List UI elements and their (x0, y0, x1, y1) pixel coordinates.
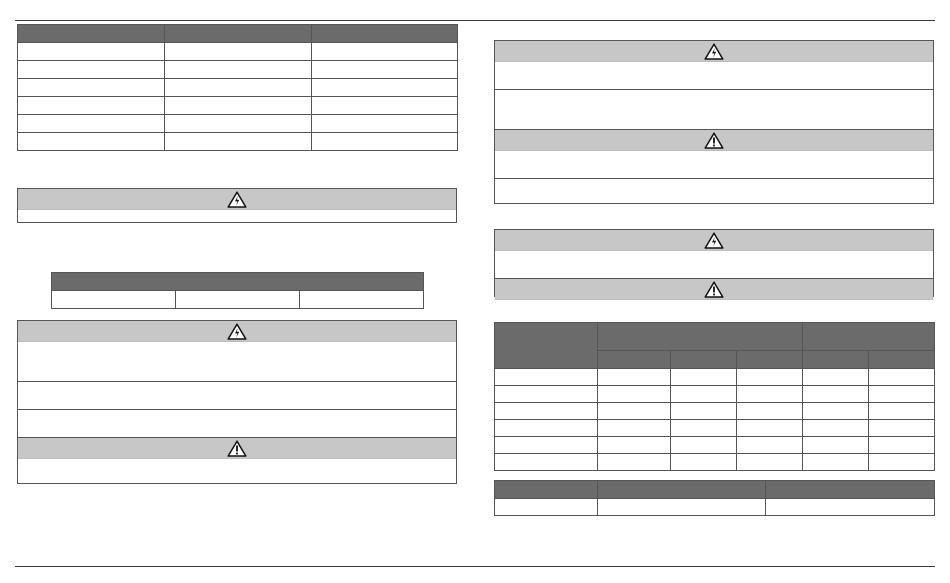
table-header-cell (766, 481, 935, 499)
warning-header (495, 230, 933, 251)
table-header-cell (803, 323, 935, 351)
warning-header (495, 129, 933, 151)
electrical-hazard-icon (227, 191, 247, 208)
table-row (18, 61, 458, 79)
table-row (495, 499, 935, 516)
table-header-cell (598, 351, 671, 369)
warning-header (495, 278, 933, 300)
general-warning-icon (704, 281, 724, 298)
general-warning-icon (227, 440, 247, 457)
warning-header (18, 189, 456, 210)
bottom-rule (15, 566, 935, 567)
table-header-cell (737, 351, 803, 369)
table-header-cell (803, 351, 869, 369)
table-row (495, 403, 935, 420)
general-warning-icon (704, 132, 724, 149)
warning-text-row (18, 342, 456, 382)
table-row (18, 79, 458, 97)
table-header-cell (52, 273, 424, 291)
warning-box-right-2 (494, 229, 934, 297)
table-row (495, 386, 935, 403)
top-rule (15, 20, 935, 21)
warning-text-row (495, 90, 933, 129)
right-small-table (494, 480, 935, 516)
left-spec-table (17, 24, 458, 151)
electrical-hazard-icon (227, 323, 247, 340)
warning-text-row (495, 179, 933, 206)
warning-box-right-1 (494, 40, 934, 204)
warning-text-row (495, 62, 933, 90)
warning-text-row (18, 410, 456, 437)
table-row (495, 437, 935, 454)
warning-header (495, 41, 933, 62)
table-header-cell (165, 25, 312, 43)
table-row (18, 97, 458, 115)
table-row (52, 291, 424, 309)
warning-text-row (495, 251, 933, 278)
warning-header (18, 437, 456, 459)
table-header-cell (869, 351, 935, 369)
warning-header (18, 321, 456, 342)
table-header-cell (598, 481, 766, 499)
left-small-table (51, 272, 424, 309)
table-row (495, 420, 935, 437)
warning-text-row (18, 459, 456, 485)
table-row (495, 369, 935, 386)
table-header-cell (495, 323, 598, 369)
electrical-hazard-icon (704, 43, 724, 60)
table-row (18, 133, 458, 151)
table-header-cell (598, 323, 803, 351)
right-spec-table (494, 322, 935, 471)
warning-text-row (495, 151, 933, 179)
table-row (18, 43, 458, 61)
electrical-warning-box-1 (17, 188, 457, 223)
table-header-cell (671, 351, 737, 369)
warning-box-left-large (17, 320, 457, 484)
table-header-cell (312, 25, 458, 43)
table-row (495, 454, 935, 471)
warning-text-row (18, 382, 456, 410)
table-row (18, 115, 458, 133)
table-header-cell (18, 25, 165, 43)
table-header-cell (495, 481, 598, 499)
electrical-hazard-icon (704, 232, 724, 249)
